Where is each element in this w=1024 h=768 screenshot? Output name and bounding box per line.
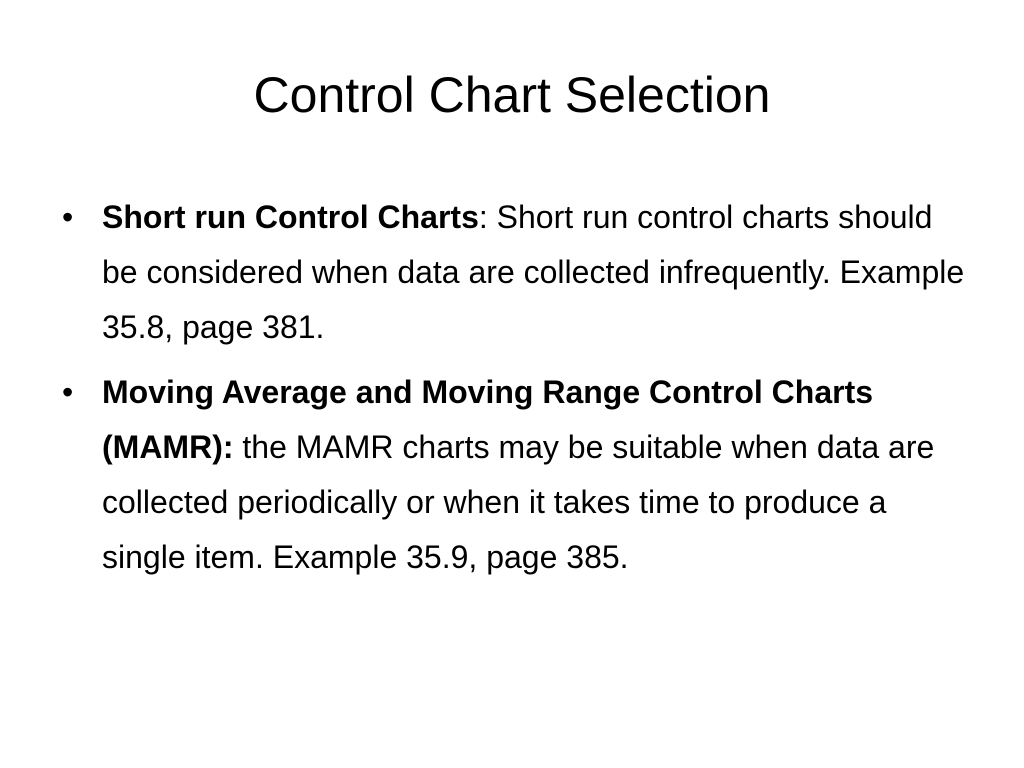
bullet-text: the MAMR charts may be suitable when data are collected periodically or when it takes time to produce a single item. Example 35.9, page 385. (102, 429, 935, 575)
slide-title: Control Chart Selection (253, 67, 771, 123)
bullet-marker: • (62, 199, 74, 235)
bullet-lead: Moving Average and Moving Range Control Charts (MAMR): (102, 374, 874, 465)
bullet-marker: • (62, 374, 74, 410)
bullet-item-short-run (62, 190, 972, 355)
bullet-text: : Short run control charts should be considered when data are collected infrequently. Example 35.8, page 381. (102, 199, 965, 345)
bullet-list (62, 190, 972, 595)
bullet-item-mamr (62, 365, 972, 585)
bullet-lead: Short run Control Charts (102, 199, 479, 235)
